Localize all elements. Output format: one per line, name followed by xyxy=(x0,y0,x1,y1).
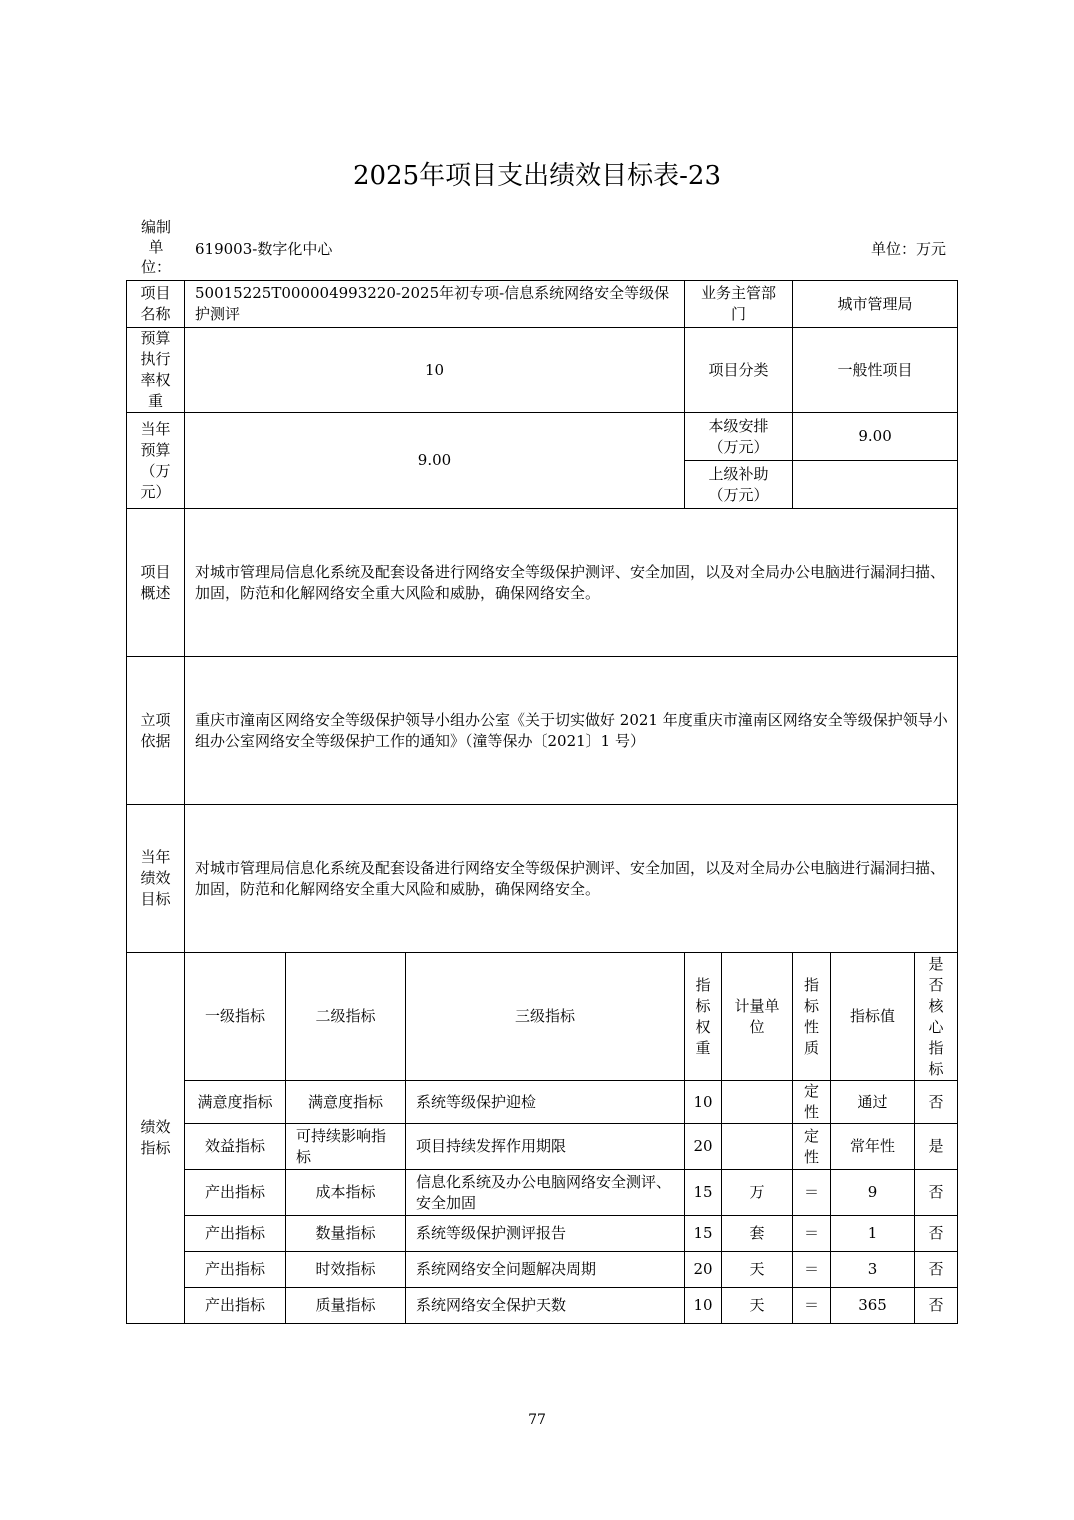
cell-nature: 定性 xyxy=(793,1124,831,1170)
page-number: 77 xyxy=(528,1412,546,1428)
header-level2: 二级指标 xyxy=(286,953,406,1081)
header-nature: 指标性质 xyxy=(793,953,831,1081)
table-row xyxy=(127,1081,958,1124)
page-title: 2025年项目支出绩效目标表-23 xyxy=(352,161,722,191)
cell-core: 否 xyxy=(915,1288,958,1324)
budget-label: 当年预算（万元） xyxy=(127,413,185,509)
cell-core: 否 xyxy=(915,1081,958,1124)
basis-value: 重庆市潼南区网络安全等级保护领导小组办公室《关于切实做好 2021 年度重庆市潼南区网络安全等级保护领导小组办公室网络安全等级保护工作的通知》（潼等保办〔2021〕1 号） xyxy=(185,657,958,805)
cell-weight: 10 xyxy=(685,1288,722,1324)
cell-level2: 数量指标 xyxy=(286,1216,406,1252)
cell-level3: 系统等级保护测评报告 xyxy=(406,1216,685,1252)
cell-nature: ＝ xyxy=(793,1170,831,1216)
goal-value: 对城市管理局信息化系统及配套设备进行网络安全等级保护测评、安全加固，以及对全局办公电脑进行漏洞扫描、加固，防范和化解网络安全重大风险和威胁，确保网络安全。 xyxy=(185,805,958,953)
header-level3: 三级指标 xyxy=(406,953,685,1081)
cell-level3: 系统等级保护迎检 xyxy=(406,1081,685,1124)
category-value: 一般性项目 xyxy=(793,328,958,413)
cell-core: 否 xyxy=(915,1252,958,1288)
unit-label: 编制单位： xyxy=(140,218,171,276)
cell-level2: 可持续影响指标 xyxy=(286,1124,406,1170)
table-row xyxy=(127,1216,958,1252)
cell-weight: 10 xyxy=(685,1081,722,1124)
cell-weight: 15 xyxy=(685,1170,722,1216)
exec-weight-value: 10 xyxy=(185,328,685,413)
cell-level1: 产出指标 xyxy=(185,1170,286,1216)
cell-level3: 系统网络安全问题解决周期 xyxy=(406,1252,685,1288)
dept-value: 城市管理局 xyxy=(793,281,958,328)
cell-core: 否 xyxy=(915,1216,958,1252)
cell-nature: ＝ xyxy=(793,1216,831,1252)
exec-weight-label: 预算执行率权重 xyxy=(127,328,185,413)
cell-level2: 满意度指标 xyxy=(286,1081,406,1124)
cell-level2: 成本指标 xyxy=(286,1170,406,1216)
cell-weight: 20 xyxy=(685,1252,722,1288)
dept-label: 业务主管部门 xyxy=(685,281,793,328)
table-row xyxy=(127,1252,958,1288)
goal-label: 当年绩效目标 xyxy=(127,805,185,953)
cell-core: 是 xyxy=(915,1124,958,1170)
cell-level1: 产出指标 xyxy=(185,1288,286,1324)
cell-level1: 产出指标 xyxy=(185,1252,286,1288)
table-row xyxy=(127,1124,958,1170)
cell-level1: 满意度指标 xyxy=(185,1081,286,1124)
header-core: 是否核心指标 xyxy=(915,953,958,1081)
cell-value: 通过 xyxy=(831,1081,915,1124)
cell-nature: ＝ xyxy=(793,1288,831,1324)
cell-level1: 效益指标 xyxy=(185,1124,286,1170)
cell-unit xyxy=(722,1124,793,1170)
cell-level1: 产出指标 xyxy=(185,1216,286,1252)
project-name-value: 50015225T000004993220-2025年初专项-信息系统网络安全等级保护测评 xyxy=(185,281,685,328)
cell-unit: 套 xyxy=(722,1216,793,1252)
cell-level3: 系统网络安全保护天数 xyxy=(406,1288,685,1324)
cell-level2: 时效指标 xyxy=(286,1252,406,1288)
overview-value: 对城市管理局信息化系统及配套设备进行网络安全等级保护测评、安全加固，以及对全局办公电脑进行漏洞扫描、加固，防范和化解网络安全重大风险和威胁，确保网络安全。 xyxy=(185,509,958,657)
cell-value: 1 xyxy=(831,1216,915,1252)
cell-value: 365 xyxy=(831,1288,915,1324)
cell-weight: 15 xyxy=(685,1216,722,1252)
unit-value: 619003-数字化中心 xyxy=(195,240,333,258)
indicator-label: 绩效指标 xyxy=(127,953,185,1324)
cell-unit: 万 xyxy=(722,1170,793,1216)
cell-value: 常年性 xyxy=(831,1124,915,1170)
category-label: 项目分类 xyxy=(685,328,793,413)
upper-label: 上级补助（万元） xyxy=(685,461,793,509)
performance-table xyxy=(126,280,958,1324)
cell-weight: 20 xyxy=(685,1124,722,1170)
cell-value: 3 xyxy=(831,1252,915,1288)
header-unit: 计量单位 xyxy=(722,953,793,1081)
cell-unit xyxy=(722,1081,793,1124)
basis-label: 立项依据 xyxy=(127,657,185,805)
currency-unit: 单位：万元 xyxy=(870,240,946,258)
cell-nature: 定性 xyxy=(793,1081,831,1124)
cell-value: 9 xyxy=(831,1170,915,1216)
cell-core: 否 xyxy=(915,1170,958,1216)
local-label: 本级安排（万元） xyxy=(685,413,793,461)
header-value: 指标值 xyxy=(831,953,915,1081)
project-name-label: 项目名称 xyxy=(127,281,185,328)
cell-level2: 质量指标 xyxy=(286,1288,406,1324)
table-row xyxy=(127,1288,958,1324)
cell-level3: 信息化系统及办公电脑网络安全测评、安全加固 xyxy=(406,1170,685,1216)
local-value: 9.00 xyxy=(793,413,958,461)
table-row xyxy=(127,1170,958,1216)
header-weight: 指标权重 xyxy=(685,953,722,1081)
budget-value: 9.00 xyxy=(185,413,685,509)
upper-value xyxy=(793,461,958,509)
cell-unit: 天 xyxy=(722,1252,793,1288)
cell-nature: ＝ xyxy=(793,1252,831,1288)
overview-label: 项目概述 xyxy=(127,509,185,657)
header-level1: 一级指标 xyxy=(185,953,286,1081)
cell-level3: 项目持续发挥作用期限 xyxy=(406,1124,685,1170)
cell-unit: 天 xyxy=(722,1288,793,1324)
